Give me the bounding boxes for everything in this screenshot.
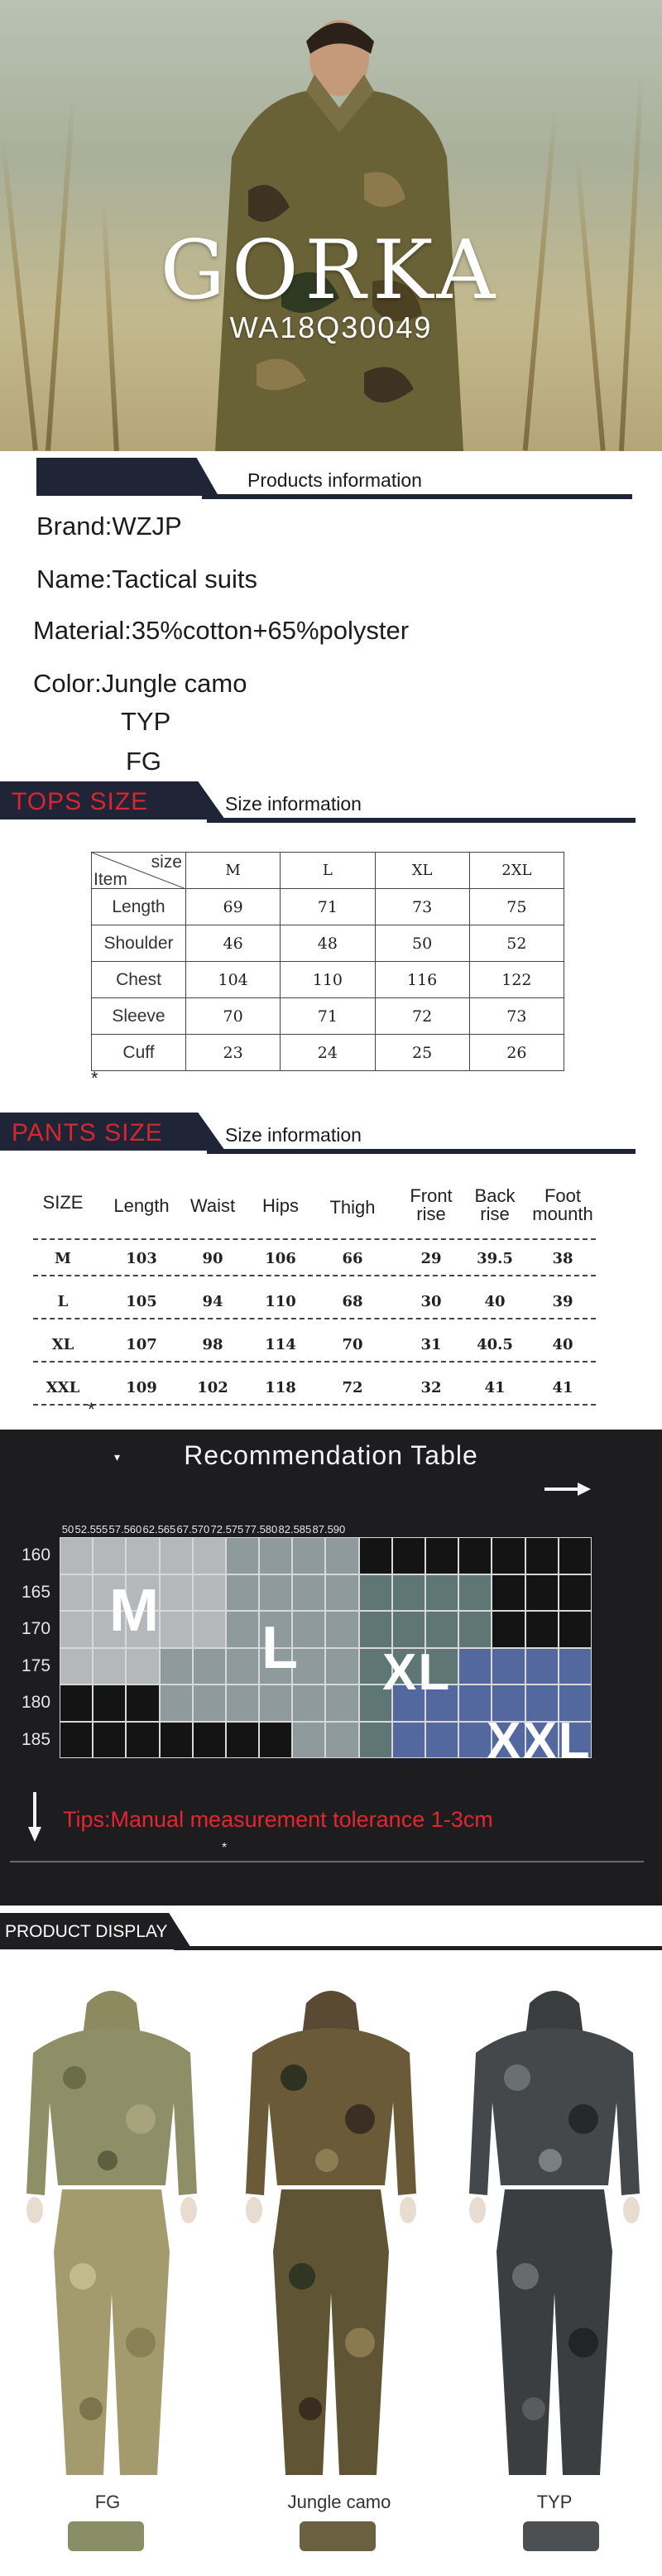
typ-suit-image[interactable] <box>459 1978 650 2492</box>
table-cell: 30 <box>420 1293 442 1310</box>
grid-cell <box>292 1684 325 1722</box>
grid-cell <box>160 1722 193 1759</box>
table-cell: 110 <box>265 1293 296 1310</box>
grid-cell <box>359 1574 392 1612</box>
grid-cell <box>193 1611 226 1648</box>
weight-tick-label: 90 <box>333 1523 346 1536</box>
corner-item-label: Item <box>94 870 127 889</box>
pants-size-header: Size information <box>225 1124 362 1146</box>
grid-cell <box>60 1648 93 1685</box>
grid-cell <box>325 1537 358 1574</box>
down-arrow-icon <box>28 1792 41 1842</box>
grid-cell <box>559 1611 592 1648</box>
table-cell: 38 <box>552 1250 573 1267</box>
size-zone-label: XL <box>382 1644 452 1701</box>
row-label: Cuff <box>92 1035 186 1071</box>
jungle-camo-suit-image[interactable] <box>236 1978 426 2492</box>
table-cell: 106 <box>265 1250 296 1267</box>
product-display-bar <box>0 1906 662 1956</box>
weight-tick-label: 85 <box>299 1523 312 1536</box>
size-label: M <box>55 1250 71 1267</box>
table-cell: 104 <box>186 962 281 998</box>
grid-cell <box>60 1722 93 1759</box>
table-cell: 110 <box>281 962 375 998</box>
table-cell: 94 <box>202 1293 223 1310</box>
weight-tick-label: 52.5 <box>74 1523 96 1536</box>
grid-cell <box>60 1684 93 1722</box>
table-cell: 122 <box>469 962 564 998</box>
grid-cell <box>193 1648 226 1685</box>
grid-cell <box>458 1537 492 1574</box>
table-cell: 69 <box>186 889 281 925</box>
size-zone-label: XXL <box>487 1713 592 1770</box>
tops-header-row <box>92 853 564 889</box>
color-swatch-fg[interactable] <box>68 2521 144 2551</box>
grid-cell <box>492 1537 525 1574</box>
col-length: Length <box>113 1195 170 1216</box>
grid-cell <box>458 1611 492 1648</box>
col-thigh: Thigh <box>329 1197 376 1218</box>
table-cell: 107 <box>126 1336 157 1353</box>
table-cell: 40 <box>552 1336 573 1353</box>
table-cell: 52 <box>469 925 564 962</box>
table-row <box>33 1324 596 1362</box>
weight-tick-label: 67.5 <box>176 1523 198 1536</box>
height-row-label: 170 <box>22 1619 51 1638</box>
table-cell: 26 <box>469 1035 564 1071</box>
product-label-jungle-camo: Jungle camo <box>287 2492 391 2512</box>
right-arrow-icon <box>544 1482 591 1497</box>
table-cell: 32 <box>420 1379 442 1396</box>
grid-cell <box>160 1537 193 1574</box>
weight-tick-label: 60 <box>129 1523 142 1536</box>
grid-cell <box>525 1537 559 1574</box>
table-cell: 41 <box>484 1379 506 1396</box>
grid-cell <box>193 1722 226 1759</box>
table-cell: 39 <box>552 1293 573 1310</box>
grid-cell <box>226 1611 259 1648</box>
grid-cell <box>259 1574 292 1612</box>
table-cell: 71 <box>281 998 375 1035</box>
col-back-rise: Back rise <box>474 1185 516 1224</box>
row-label: Sleeve <box>92 998 186 1035</box>
table-cell: 98 <box>202 1336 223 1353</box>
table-cell: 70 <box>342 1336 363 1353</box>
grid-cell <box>193 1537 226 1574</box>
table-cell: 66 <box>342 1250 363 1267</box>
table-cell: 23 <box>186 1035 281 1071</box>
grid-cell <box>359 1537 392 1574</box>
weight-tick-label: 87.5 <box>312 1523 333 1536</box>
grid-cell <box>392 1574 425 1612</box>
grid-cell <box>392 1537 425 1574</box>
grid-cell <box>325 1684 358 1722</box>
col-hips: Hips <box>261 1195 299 1216</box>
grid-cell <box>226 1537 259 1574</box>
weight-tick-label: 77.5 <box>244 1523 266 1536</box>
grid-cell <box>226 1722 259 1759</box>
grid-cell <box>193 1684 226 1722</box>
table-cell: 40 <box>484 1293 506 1310</box>
brand-line: Brand:WZJP <box>36 512 182 541</box>
grid-cell <box>60 1537 93 1574</box>
table-row <box>33 1281 596 1319</box>
grid-cell <box>93 1684 126 1722</box>
tops-size-title: TOPS SIZE <box>12 788 149 815</box>
grid-cell <box>160 1648 193 1685</box>
grid-cell <box>126 1537 159 1574</box>
grid-cell <box>425 1722 458 1759</box>
grid-cell <box>259 1722 292 1759</box>
weight-tick-label: 57.5 <box>108 1523 130 1536</box>
grid-cell <box>559 1648 592 1685</box>
table-cell: 109 <box>126 1379 157 1396</box>
tops-size-table <box>91 852 564 1071</box>
grid-cell <box>93 1722 126 1759</box>
product-display-header: PRODUCT DISPLAY <box>5 1922 168 1941</box>
material-line: Material:35%cotton+65%polyster <box>33 616 410 645</box>
weight-tick-label: 70 <box>197 1523 210 1536</box>
table-cell: 72 <box>375 998 469 1035</box>
grid-cell <box>325 1722 358 1759</box>
grid-cell <box>259 1537 292 1574</box>
grid-cell <box>226 1574 259 1612</box>
grid-cell <box>292 1574 325 1612</box>
table-cell: 103 <box>126 1250 157 1267</box>
table-cell: 71 <box>281 889 375 925</box>
weight-tick-label: 62.5 <box>142 1523 164 1536</box>
pants-footnote-mark: * <box>88 1399 95 1420</box>
table-cell: 75 <box>469 889 564 925</box>
grid-cell <box>226 1684 259 1722</box>
hero-banner <box>0 0 662 451</box>
height-row-label: 160 <box>22 1545 51 1564</box>
grid-cell <box>458 1574 492 1612</box>
height-row-label: 185 <box>22 1729 51 1749</box>
grid-cell <box>559 1537 592 1574</box>
grid-cell <box>126 1684 159 1722</box>
grid-cell <box>93 1648 126 1685</box>
size-zone-label: L <box>261 1615 300 1681</box>
table-cell: 116 <box>375 962 469 998</box>
table-row <box>92 925 564 962</box>
recommendation-footnote-mark: * <box>222 1841 228 1855</box>
size-label: L <box>57 1293 69 1310</box>
weight-tick-label: 65 <box>163 1523 176 1536</box>
col-size: SIZE <box>42 1192 84 1213</box>
color-option-typ: TYP <box>121 707 171 736</box>
table-cell: 31 <box>420 1336 442 1353</box>
grid-cell <box>492 1648 525 1685</box>
tops-col-xl: XL <box>375 853 469 889</box>
table-cell: 68 <box>342 1293 363 1310</box>
weight-tick-label: 72.5 <box>210 1523 232 1536</box>
col-waist: Waist <box>189 1195 236 1216</box>
size-label: XL <box>51 1336 74 1353</box>
grid-cell <box>126 1722 159 1759</box>
tops-footnote-mark: * <box>91 1068 98 1089</box>
products-info-header: Products information <box>247 469 422 491</box>
weight-tick-label: 55 <box>95 1523 108 1536</box>
grid-cell <box>292 1722 325 1759</box>
weight-tick-label: 82.5 <box>278 1523 300 1536</box>
grid-cell <box>193 1574 226 1612</box>
grid-cell <box>160 1684 193 1722</box>
table-cell: 50 <box>375 925 469 962</box>
tops-corner-cell <box>92 853 186 889</box>
color-option-fg: FG <box>126 747 162 776</box>
recommendation-divider <box>10 1861 644 1862</box>
weight-tick-label: 75 <box>231 1523 244 1536</box>
table-cell: 46 <box>186 925 281 962</box>
grid-cell <box>160 1574 193 1612</box>
grid-cell <box>325 1574 358 1612</box>
corner-size-label: size <box>151 853 182 872</box>
table-cell: 73 <box>469 998 564 1035</box>
table-cell: 105 <box>126 1293 157 1310</box>
grid-cell <box>160 1611 193 1648</box>
grid-cell <box>425 1574 458 1612</box>
table-cell: 29 <box>420 1250 442 1267</box>
hero-product-code: WA18Q30049 <box>229 310 433 344</box>
size-zone-label: M <box>109 1578 161 1644</box>
color-swatch-typ[interactable] <box>523 2521 599 2551</box>
pants-size-bar <box>0 1113 636 1156</box>
pants-size-title: PANTS SIZE <box>12 1119 163 1146</box>
grid-cell <box>425 1537 458 1574</box>
grid-cell <box>325 1611 358 1648</box>
height-row-label: 165 <box>22 1582 51 1602</box>
grid-cell <box>292 1537 325 1574</box>
height-row-label: 180 <box>22 1693 51 1712</box>
table-cell: 72 <box>342 1379 363 1396</box>
grid-cell <box>392 1611 425 1648</box>
grid-cell <box>392 1722 425 1759</box>
grid-cell <box>60 1574 93 1612</box>
tops-col-2xl: 2XL <box>469 853 564 889</box>
table-cell: 73 <box>375 889 469 925</box>
grid-cell <box>425 1611 458 1648</box>
row-label: Chest <box>92 962 186 998</box>
product-label-fg: FG <box>94 2492 121 2512</box>
table-cell: 102 <box>197 1379 228 1396</box>
grid-cell <box>559 1574 592 1612</box>
grid-cell <box>359 1722 392 1759</box>
height-row-label: 175 <box>22 1656 51 1675</box>
measurement-tips: Tips:Manual measurement tolerance 1-3cm <box>63 1807 493 1832</box>
row-label: Shoulder <box>92 925 186 962</box>
grid-cell <box>525 1611 559 1648</box>
grid-cell <box>259 1684 292 1722</box>
bullet-icon: ▾ <box>114 1450 121 1463</box>
tops-size-bar <box>0 781 636 824</box>
grid-cell <box>325 1648 358 1685</box>
weight-tick-label: 80 <box>265 1523 278 1536</box>
table-cell: 25 <box>375 1035 469 1071</box>
table-cell: 90 <box>202 1250 223 1267</box>
table-cell: 39.5 <box>477 1250 513 1267</box>
grid-cell <box>93 1537 126 1574</box>
table-row <box>92 889 564 925</box>
grid-cell <box>126 1648 159 1685</box>
color-swatch-jungle-camo[interactable] <box>300 2521 376 2551</box>
weight-tick-label: 50 <box>61 1523 74 1536</box>
table-cell: 41 <box>552 1379 573 1396</box>
grid-cell <box>60 1611 93 1648</box>
grid-cell <box>458 1648 492 1685</box>
hero-title: GORKA <box>160 223 502 318</box>
recommendation-title: Recommendation Table <box>184 1440 478 1470</box>
table-cell: 118 <box>265 1379 296 1396</box>
col-foot-mounth: Foot mounth <box>532 1185 593 1224</box>
table-cell: 70 <box>186 998 281 1035</box>
tops-col-l: L <box>281 853 375 889</box>
table-row <box>92 962 564 998</box>
grid-cell <box>525 1648 559 1685</box>
table-cell: 24 <box>281 1035 375 1071</box>
fg-suit-image[interactable] <box>17 1978 207 2492</box>
table-cell: 114 <box>265 1336 296 1353</box>
product-label-typ: TYP <box>536 2492 573 2512</box>
products-info-bar <box>36 458 632 501</box>
size-label: XXL <box>46 1379 80 1396</box>
table-row <box>33 1238 596 1276</box>
table-cell: 48 <box>281 925 375 962</box>
table-row <box>92 998 564 1035</box>
tops-col-m: M <box>186 853 281 889</box>
tops-size-header: Size information <box>225 793 362 815</box>
table-row <box>92 1035 564 1071</box>
row-label: Length <box>92 889 186 925</box>
grid-cell <box>525 1574 559 1612</box>
color-line: Color:Jungle camo <box>33 669 247 698</box>
grid-cell <box>226 1648 259 1685</box>
grid-cell <box>492 1611 525 1648</box>
col-front-rise: Front rise <box>410 1185 453 1224</box>
table-cell: 40.5 <box>477 1336 513 1353</box>
grid-cell <box>359 1611 392 1648</box>
grid-cell <box>492 1574 525 1612</box>
table-row <box>33 1367 596 1406</box>
name-line: Name:Tactical suits <box>36 565 258 594</box>
